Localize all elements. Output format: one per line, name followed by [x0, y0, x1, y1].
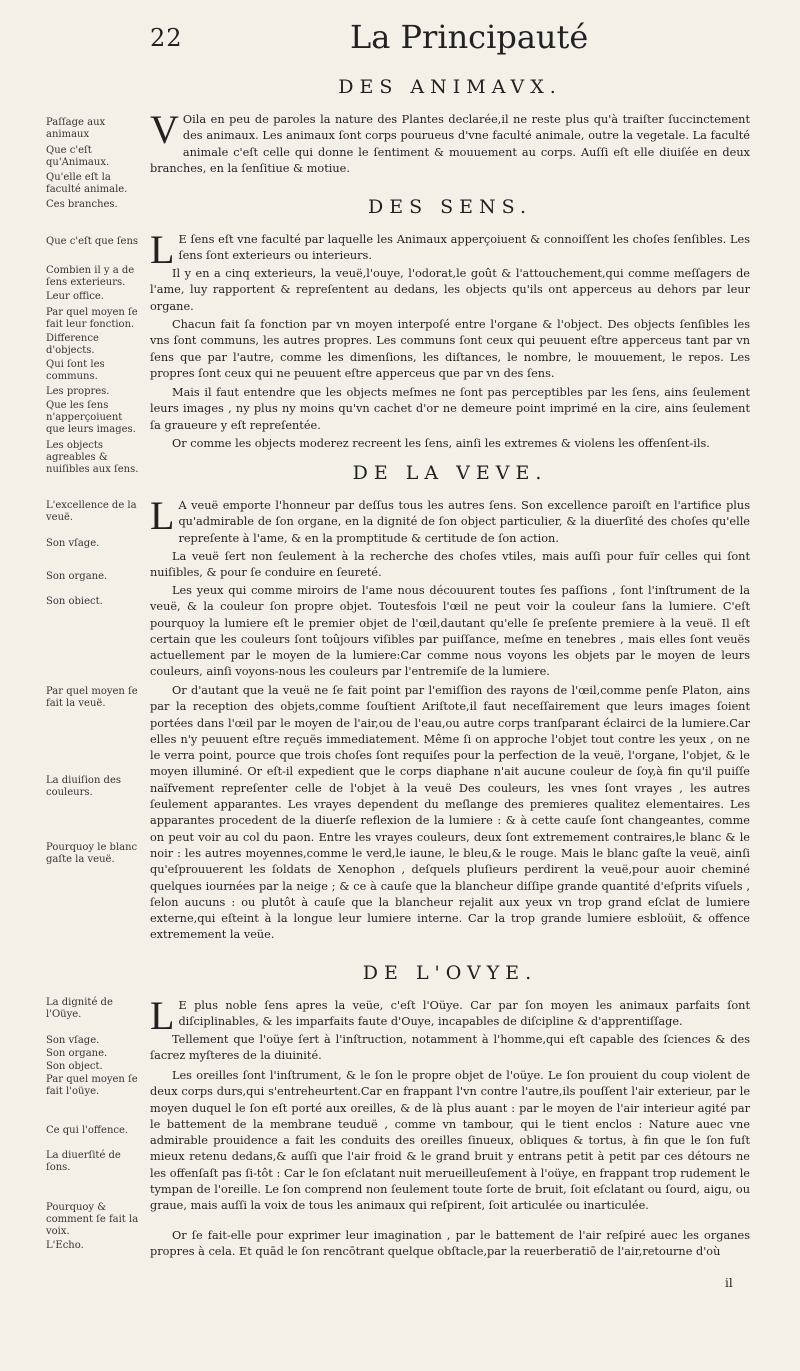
margin-note: Les objects agreables & nuiſibles aux ſens. [46, 440, 139, 475]
running-head: La Principauté [350, 18, 589, 56]
margin-note: Son vſage. [46, 1035, 100, 1046]
paragraph-text: E ſens eſt vne faculté par laquelle les Animaux apperçoiuent & connoiſſent les choſes ſenſibles. Les ſens ſont exterieurs ou interieurs. [178, 233, 750, 263]
paragraph-text: Mais il faut entendre que les objects meſmes ne ſont pas perceptibles par les ſens, ains ſeulement leurs images , ny plus ny moins qu'vn cachet d'or ne demeure point imprimé en la cire, ains ſeulement ſa graueure y eſt repreſentée. [150, 386, 750, 432]
page-header [0, 18, 800, 68]
catchword: il [725, 1276, 733, 1290]
section-title-animaux: DES ANIMAVX. [338, 76, 562, 98]
margin-note: Ces branches. [46, 199, 118, 210]
margin-note: Paſſage aux animaux [46, 117, 106, 140]
margin-note: Qui ſont les communs. [46, 359, 105, 382]
paragraph [150, 317, 750, 382]
paragraph [150, 493, 750, 547]
paragraph-text: Les oreilles ſont l'inſtrument, & le ſon le propre objet de l'oüye. Le ſon prouient du coup violent de deux corps durs,qui s'entreheurtent.Car en frappant l'vn contre l'autre,ils pouſſent l'air exterieur, par le moyen duquel le ſon eſt porté aux oreilles, & de là plus auant : par le moyen de l'air interieur agité par le battement de la membrane teuduë , comme vn tambour, qui le tient enclos : Nature auec vne admirable prouidence a fait les conduits des oreilles ſinueux, obliques & tortus, à fin que le ſon fuſt mieux retenu dedans,& auſſi que l'air froid & le grand bruit y entrans petit à petit par ces détours ne les offenſaſt pas ſi-tôt : Car le ſon eſclatant nuit merueilleuſement à l'oüye, en frappant trop rudement le tympan de l'oreille. Le ſon comprend non ſeulement toute ſorte de bruit, ſoit eſclatant ou ſourd, aigu, ou graue, mais auſſi la voix de tous les animaux qui reſpirent, ſoit articulée ou inarticulée. [150, 1069, 750, 1213]
margin-note: Son organe. [46, 571, 108, 582]
margin-note: Que c'eſt que ſens [46, 236, 139, 247]
paragraph [150, 583, 750, 681]
paragraph-text: Il y en a cinq exterieurs, la veuë,l'ouye, l'odorat,le goût & l'attouchement,qui comme meſſagers de l'ame, luy rapportent & repreſentent au dedans, les objects qu'ils ont apperceus au dehors par leur organe. [150, 267, 750, 313]
margin-note: La diuerſité de ſons. [46, 1150, 121, 1173]
margin-note: Combien il y a de ſens exterieurs. [46, 265, 135, 288]
paragraph [150, 1228, 750, 1261]
paragraph [150, 993, 750, 1038]
paragraph-text: Or comme les objects moderez recreent les ſens, ainſi les extremes & violens les offenſent-ils. [172, 437, 710, 450]
paragraph-text: Chacun fait ſa fonction par vn moyen interpoſé entre l'organe & l'object. Des objects ſenſibles les vns ſont communs, les autres propres. Les communs ſont ceux qui peuuent eſtre apperceus tant par vn ſens que par l'autre, comme les dimenſions, les diſtances, le nombre, le mouuement, le repos. Les propres ſont ceux qui ne peuuent eſtre apperceus que par vn des ſens. [150, 318, 750, 380]
paragraph [150, 227, 750, 272]
paragraph [150, 266, 750, 315]
paragraph [150, 549, 750, 582]
paragraph [150, 1068, 750, 1215]
paragraph-text: Or d'autant que la veuë ne ſe fait point par l'emiſſion des rayons de l'œil,comme penſe Platon, ains par la reception des objets,comme ſouſtient Ariſtote,il faut neceſſairement que leurs images ſoient portées dans l'œil par le moyen de l'air,ou de l'eau,ou autre corps tranſparant éclairci de la lumiere.Car elles n'y peuuent eſtre reçuës immediatement. Même ſi on approche l'objet tout contre les yeux , on ne le verra point, pource que trois choſes ſont requiſes pour la perfection de la veuë, l'organe, l'objet, & le moyen illuminé. Or eſt-il expedient que le corps diaphane n'ait aucune couleur de ſoy,à fin qu'il puiſſe naïfvement repreſenter celle de l'objet à la veuë Des couleurs, les vnes ſont vrayes , les autres ſeulement apparantes. Les vrayes dependent du meſlange des premieres qualitez elementaires. Les apparantes procedent de la diuerſe reflexion de la lumiere : & à cette cauſe ſont changeantes, comme on peut voir au col du paon. Entre les vrayes couleurs, deux ſont extremement contraires,le blanc & le noir : les autres moyennes,comme le verd,le iaune, le bleu,& le rouge. Mais le blanc gaſte la veuë, ainſi qu'eſprouuerent les ſoldats de Xenophon , deſquels pluſieurs perdirent la veuë,pour auoir cheminé quelques iournées par la neige ; & ce à cauſe que la blancheur diſſipe grande quantité d'eſprits viſuels , ſelon aucuns : ou plutôt à cauſe que la blancheur rejalit aux yeux vn trop grand eſclat de lumiere externe,qui eſteint à la longue leur lumiere interne. Car la trop grande lumiere esbloüit, & offence extremement la veüe. [150, 684, 750, 942]
dropcap: L [150, 993, 175, 1038]
margin-note: Son object. [46, 1061, 103, 1072]
margin-note: Les propres. [46, 386, 110, 397]
paragraph [150, 385, 750, 434]
section-title-veue: DE LA VEVE. [352, 462, 548, 484]
margin-note: Par quel moyen ſe fait la veuë. [46, 686, 138, 709]
margin-note: Que les ſens n'apperçoiuent que leurs images. [46, 400, 136, 435]
margin-note: L'Echo. [46, 1240, 84, 1251]
page-number: 22 [150, 24, 183, 52]
margin-note: Que c'eſt qu'Animaux. [46, 145, 110, 168]
dropcap: L [150, 493, 175, 538]
section-title-sens: DES SENS. [367, 196, 533, 218]
paragraph [150, 1032, 750, 1065]
section-title-ouye: DE L'OVYE. [362, 962, 538, 984]
margin-note: La diuiſion des couleurs. [46, 775, 122, 798]
paragraph-text: Les yeux qui comme miroirs de l'ame nous découurent toutes ſes paſſions , ſont l'inſtrument de la veuë, & la couleur ſon propre objet. Toutesfois l'œil ne peut voir la couleur ſans la lumiere. C'eſt pourquoy la lumiere eſt le premier objet de l'œil,dautant qu'elle ſe preſente premiere à la veuë. Il eſt certain que les couleurs ſont toûjours viſibles par puiſſance, meſme en tenebres , mais elles ſont veuës actuellement par le moyen de la lumiere:Car comme nous voyons les objets par le moyen de leurs couleurs, ainſi voyons-nous les couleurs par l'entremiſe de la lumiere. [150, 584, 750, 679]
paragraph [150, 107, 750, 177]
margin-note: Pourquoy & comment ſe fait la voix. [46, 1202, 139, 1237]
margin-note: Ce qui l'offence. [46, 1125, 129, 1136]
margin-note: Par quel moyen ſe fait leur fonction. [46, 307, 138, 330]
paragraph-text: Oila en peu de paroles la nature des Plantes declarée,il ne reste plus qu'à traiſter ſuccinctement des animaux. Les animaux ſont corps pourueus d'vne faculté animale, outre la vegetale. La faculté animale c'eſt celle qui donne le ſentiment & mouuement au corps. Auſſi eſt elle diuiſée en deux branches, en la ſenſitiue & motiue. [150, 113, 750, 175]
margin-note: La dignité de l'Oüye. [46, 997, 113, 1020]
margin-note: Son vſage. [46, 538, 100, 549]
dropcap: L [150, 227, 175, 272]
paragraph-text: A veuë emporte l'honneur par deſſus tous les autres ſens. Son excellence paroiſt en l'artifice plus qu'admirable de ſon organe, en la dignité de ſon object particulier, & la diuerſité des choſes qu'elle repreſente à l'ame, & en la promptitude & certitude de ſon action. [178, 499, 750, 545]
margin-note: L'excellence de la veuë. [46, 500, 137, 523]
margin-note: Pourquoy le blanc gaſte la veuë. [46, 842, 138, 865]
paragraph-text: E plus noble ſens apres la veüe, c'eſt l'Oüye. Car par ſon moyen les animaux parfaits ſont diſciplinables, & les imparfaits faute d'Ouye, incapables de diſcipline & d'apprentiſſage. [178, 999, 750, 1029]
margin-note: Qu'elle eſt la faculté animale. [46, 172, 128, 195]
margin-note: Leur office. [46, 291, 104, 302]
margin-note: Son obiect. [46, 596, 103, 607]
paragraph-text: Or ſe fait-elle pour exprimer leur imagination , par le battement de l'air reſpiré auec les organes propres à cela. Et quād le ſon rencōtrant quelque obſtacle,par la reuerberatiō de l'air,retourne d'où [150, 1229, 750, 1259]
paragraph-text: Tellement que l'oüye ſert à l'inſtruction, notamment à l'homme,qui eſt capable des ſciences & des ſacrez myſteres de la diuinité. [150, 1033, 750, 1063]
margin-note: Son organe. [46, 1048, 108, 1059]
paragraph-text: La veuë ſert non ſeulement à la recherche des choſes vtiles, mais auſſi pour fuïr celles qui ſont nuiſibles, & pour ſe conduire en ſeureté. [150, 550, 750, 580]
margin-note: Difference d'objects. [46, 333, 99, 356]
paragraph [150, 683, 750, 944]
margin-note: Par quel moyen ſe fait l'oüye. [46, 1074, 138, 1097]
paragraph [150, 436, 750, 452]
dropcap: V [150, 107, 179, 152]
